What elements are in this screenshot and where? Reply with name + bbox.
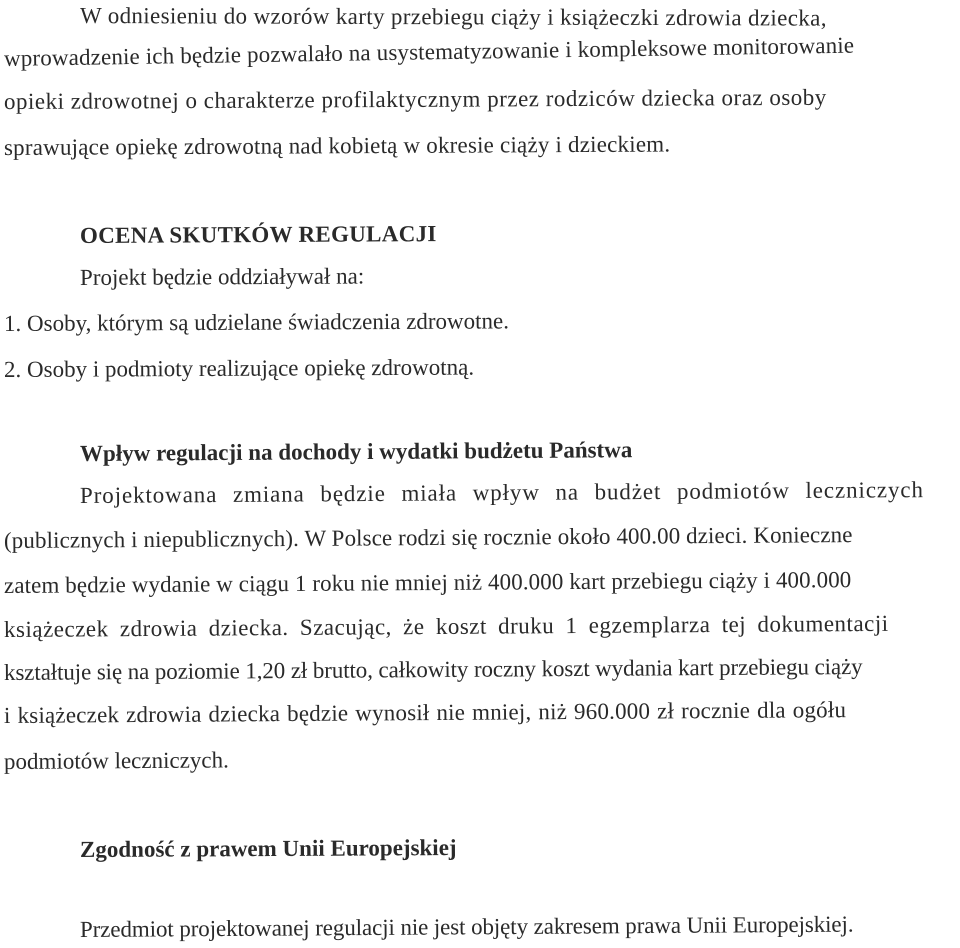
impact-heading: OCENA SKUTKÓW REGULACJI — [79, 221, 437, 248]
intro-line-1: W odniesieniu do wzorów karty przebiegu ciąży i książeczki zdrowia dziecka, — [79, 3, 827, 31]
budget-line-3: zatem będzie wydanie w ciągu 1 roku nie mniej niż 400.000 kart przebiegu ciąży i 400.000 — [3, 567, 852, 598]
budget-line-1: Projektowana zmiana będzie miała wpływ na budżet podmiotów leczniczych — [79, 477, 924, 508]
budget-line-6: i książeczek zdrowia dziecka będzie wynosił nie mniej, niż 960.000 zł rocznie dla ogółu — [3, 697, 847, 728]
budget-line-7: podmiotów leczniczych. — [3, 747, 229, 774]
eu-text: Przedmiot projektowanej regulacji nie jest objęty zakresem prawa Unii Europejskiej. — [79, 911, 854, 942]
budget-line-5: kształtuje się na poziomie 1,20 zł brutto, całkowity roczny koszt wydania kart przebiegu ciąży — [3, 654, 863, 685]
intro-line-4: sprawujące opiekę zdrowotną nad kobietą w okresie ciąży i dzieckiem. — [3, 131, 671, 160]
budget-line-4: książeczek zdrowia dziecka. Szacując, że koszt druku 1 egzemplarza tej dokumentacji — [3, 610, 889, 642]
intro-line-2: wprowadzenie ich będzie pozwalało na usystematyzowanie i kompleksowe monitorowanie — [3, 32, 855, 71]
intro-line-3: opieki zdrowotnej o charakterze profilaktycznym przez rodziców dziecka oraz osoby — [3, 84, 827, 114]
impact-intro: Projekt będzie oddziaływał na: — [79, 263, 365, 290]
impact-item-1: 1. Osoby, którym są udzielane świadczenia zdrowotne. — [3, 308, 510, 336]
eu-heading: Zgodność z prawem Unii Europejskiej — [79, 835, 457, 862]
budget-heading: Wpływ regulacji na dochody i wydatki budżetu Państwa — [79, 437, 633, 466]
budget-line-2: (publicznych i niepublicznych). W Polsce rodzi się rocznie około 400.00 dzieci. Konieczne — [3, 522, 853, 553]
impact-item-2: 2. Osoby i podmioty realizujące opiekę zdrowotną. — [3, 354, 475, 382]
